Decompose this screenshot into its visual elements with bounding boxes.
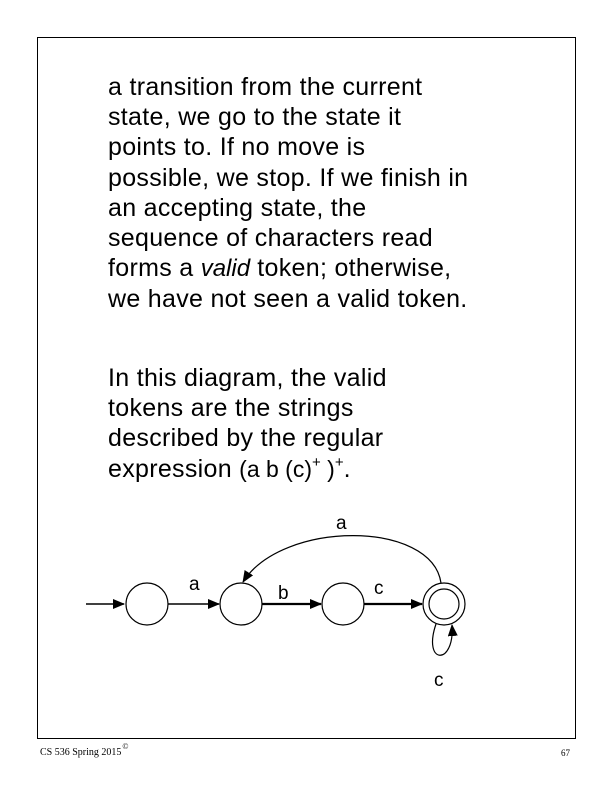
text-line: a transition from the current: [108, 73, 423, 101]
text-line: points to. If no move is: [108, 133, 366, 162]
text-line: sequence of characters read: [108, 224, 433, 253]
label-back-a: a: [336, 513, 347, 534]
transition-self-loop-c: [433, 624, 453, 655]
label-b: b: [278, 583, 289, 604]
label-a: a: [189, 574, 200, 595]
state-start: [126, 583, 168, 625]
italic-word-valid: valid: [200, 255, 251, 283]
text-fragment: forms a: [108, 254, 201, 283]
regex-fragment: ): [320, 455, 335, 482]
copyright-symbol: ©: [122, 742, 129, 751]
label-c: c: [374, 578, 384, 599]
text-line: we have not seen a valid token.: [108, 285, 468, 314]
page-number: 67: [561, 748, 570, 758]
text-fragment: .: [343, 454, 351, 483]
footer-course: [40, 742, 129, 758]
superscript-plus: +: [312, 453, 321, 471]
transition-back-a: [243, 536, 441, 583]
text-line: an accepting state, the: [108, 193, 367, 222]
text-line: described by the regular: [108, 424, 384, 453]
superscript-plus: +: [334, 453, 344, 471]
text-line: possible, we stop. If we finish in: [108, 163, 469, 192]
text-line: In this diagram, the valid: [108, 364, 387, 392]
label-self-loop-c: c: [434, 670, 444, 691]
text-line: state, we go to the state it: [108, 103, 402, 132]
text-line: tokens are the strings: [108, 394, 354, 423]
course-label: CS 536 Spring 2015: [40, 747, 122, 758]
regex-fragment: (a b (c): [239, 455, 312, 482]
text-fragment: token; otherwise,: [250, 254, 452, 283]
state-after-b: [322, 583, 364, 625]
text-fragment: expression: [108, 454, 240, 483]
state-after-a: [220, 583, 262, 625]
